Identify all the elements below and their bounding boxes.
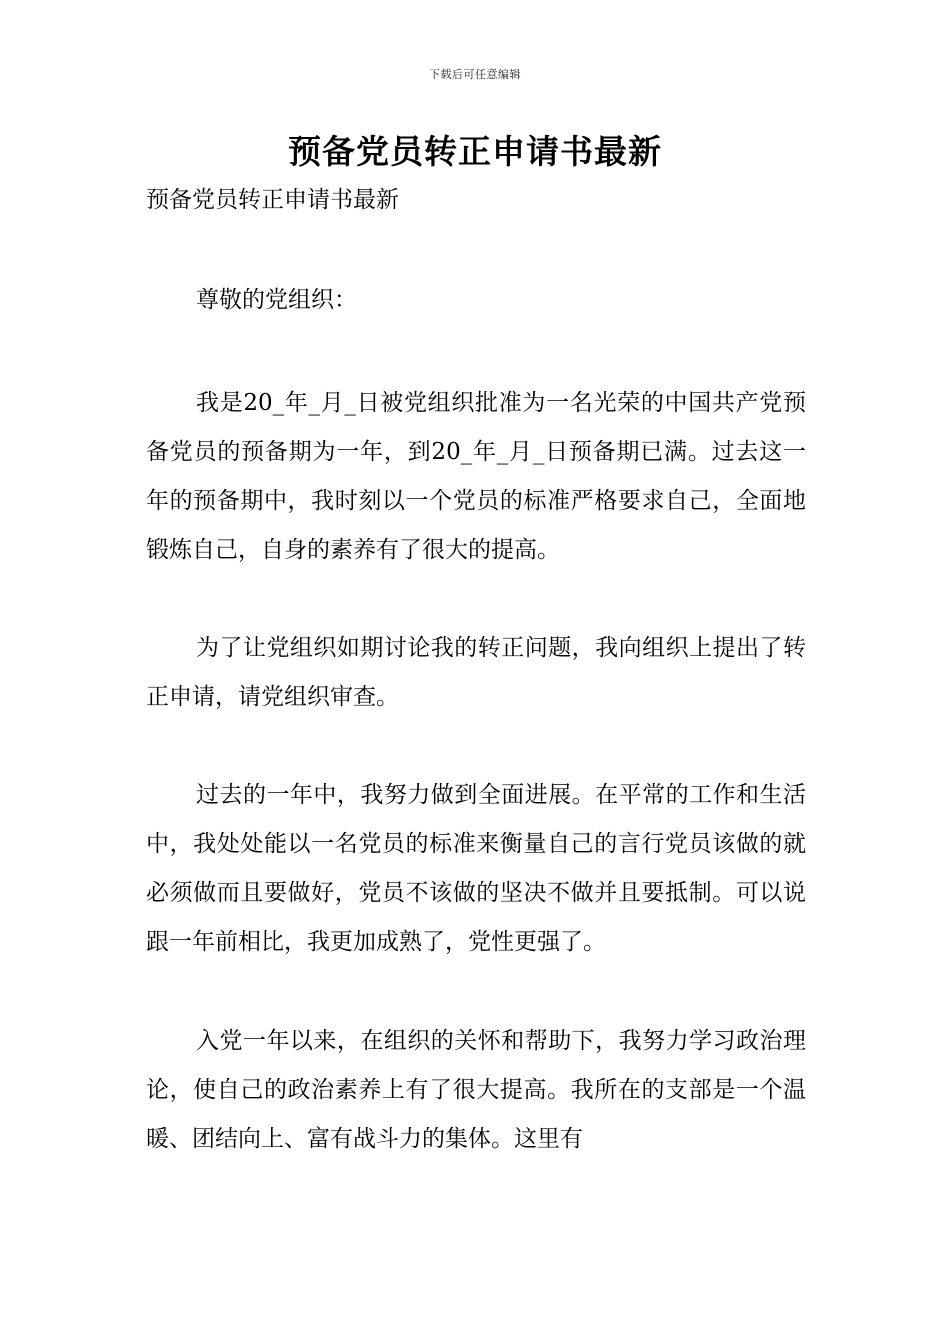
paragraph-4: 入党一年以来，在组织的关怀和帮助下，我努力学习政治理论，使自己的政治素养上有了很大提高。我所在的支部是一个温暖、团结向上、富有战斗力的集体。这里有 (146, 1028, 806, 1152)
paragraph-1: 我是20_年_月_日被党组织批准为一名光荣的中国共产党预备党员的预备期为一年，到20_年_月_日预备期已满。过去这一年的预备期中，我时刻以一个党员的标准严格要求自己，全面地锻炼自己，自身的素养有了很大的提高。 (146, 390, 806, 563)
header-note: 下载后可任意编辑 (429, 68, 521, 81)
paragraph-3: 过去的一年中，我努力做到全面进展。在平常的工作和生活中，我处处能以一名党员的标准来衡量自己的言行党员该做的就必须做而且要做好，党员不该做的坚决不做并且要抵制。可以说跟一年前相比，我更加成熟了，党性更强了。 (146, 782, 806, 955)
document-title: 预备党员转正申请书最新 (288, 132, 662, 171)
document-body (146, 180, 806, 1164)
document-subtitle: 预备党员转正申请书最新 (146, 187, 399, 213)
paragraph-2: 为了让党组织如期讨论我的转正问题，我向组织上提出了转正申请，请党组织审查。 (146, 635, 806, 710)
salutation: 尊敬的党组织： (196, 287, 357, 313)
